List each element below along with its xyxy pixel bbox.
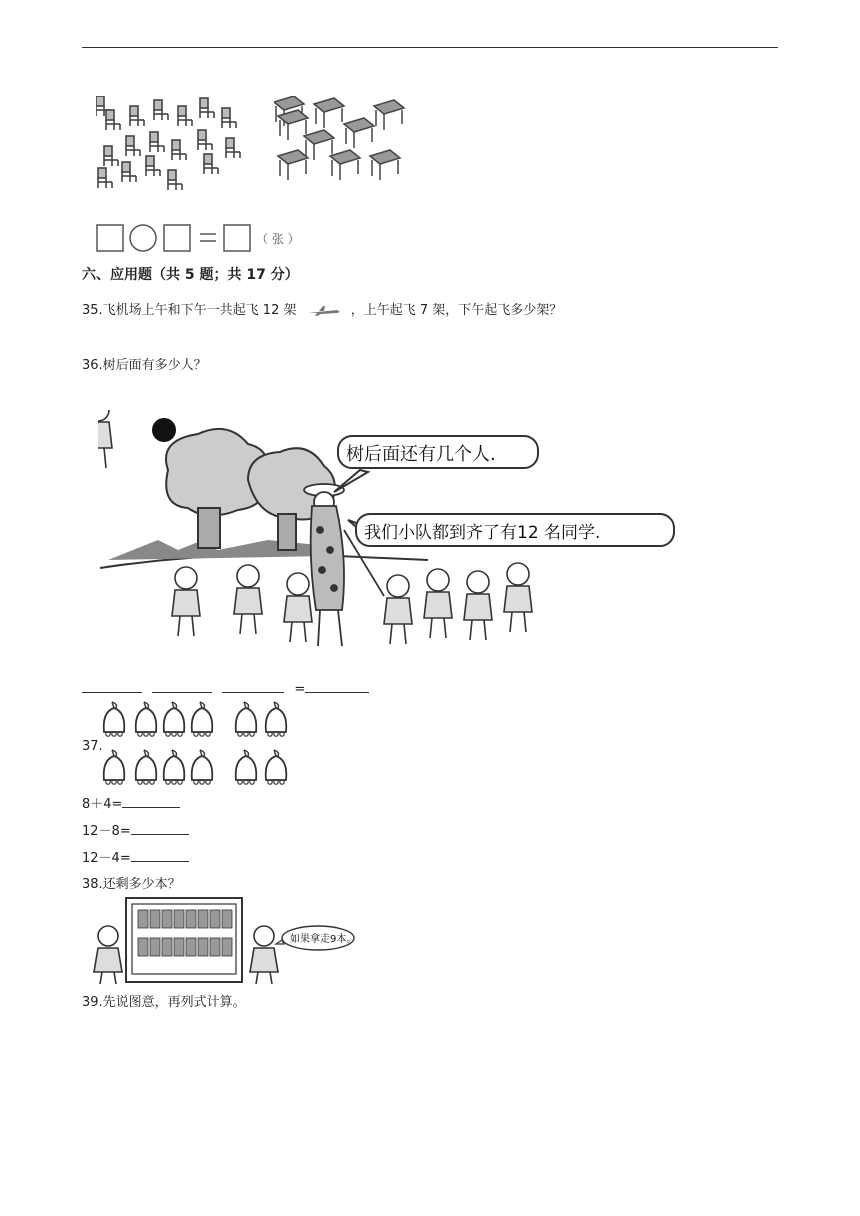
airplane-icon <box>307 305 341 317</box>
chairs-illustration <box>96 96 256 196</box>
answer-blank[interactable] <box>122 795 180 808</box>
desks-illustration <box>274 96 414 188</box>
q37-line-2 <box>82 822 189 841</box>
question-36: 36.树后面有多少人？ <box>82 358 207 373</box>
bells-illustration <box>100 700 300 792</box>
bookshelf-illustration <box>82 894 362 988</box>
section-heading: 六、应用题（共 5 题；共 17 分） <box>82 267 299 283</box>
q37-expression-2: 12－8= <box>82 824 131 839</box>
q37-expression-1: 8＋4= <box>82 797 123 812</box>
unit-label: （ 张 ） <box>256 232 300 246</box>
question-35-text-b: ，上午起飞 7 架，下午起飞多少架？ <box>350 303 563 318</box>
q37-expression-3: 12－4= <box>82 851 131 866</box>
answer-blank[interactable] <box>152 680 212 693</box>
answer-blank[interactable] <box>131 849 189 862</box>
operator-circle[interactable] <box>130 225 156 251</box>
answer-box[interactable] <box>164 225 190 251</box>
q37-line-3 <box>82 849 189 868</box>
answer-blank[interactable] <box>131 822 189 835</box>
shelf-speech-bubble: 如果拿走9本。 <box>290 934 357 945</box>
question-36-answer-line <box>82 680 369 699</box>
tree-children-illustration <box>98 410 678 660</box>
question-37-number: 37. <box>82 739 103 754</box>
question-38: 38.还剩多少本？ <box>82 877 181 892</box>
answer-box[interactable] <box>224 225 250 251</box>
question-35-text-a: 35.飞机场上午和下午一共起飞 12 架 <box>82 303 297 318</box>
speech-bubble-1: 树后面还有几个人. <box>346 444 496 465</box>
question-39: 39.先说图意，再列式计算。 <box>82 995 246 1010</box>
answer-blank[interactable] <box>222 680 284 693</box>
q37-line-1 <box>82 795 180 814</box>
header-rule <box>82 47 778 48</box>
answer-blank[interactable] <box>305 680 369 693</box>
question-35 <box>82 302 562 320</box>
equals-sign: = <box>294 682 306 697</box>
speech-bubble-2: 我们小队都到齐了有12 名同学. <box>364 523 601 543</box>
answer-blank[interactable] <box>82 680 142 693</box>
answer-box[interactable] <box>97 225 123 251</box>
sun-icon <box>152 418 176 442</box>
